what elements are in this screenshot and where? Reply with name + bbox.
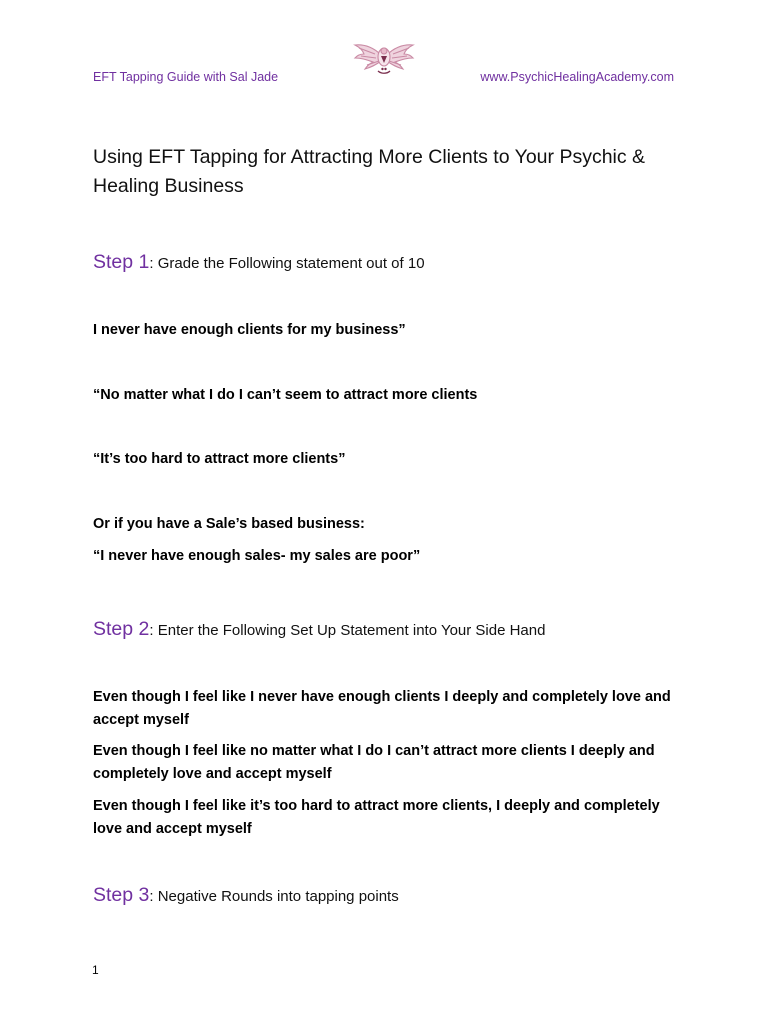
step-3-text: : Negative Rounds into tapping points: [149, 888, 399, 905]
step-3-heading: [93, 884, 399, 907]
step-2-setup-statement: Even though I feel like no matter what I do I can’t attract more clients I deeply and completely love and accept myself: [93, 743, 655, 782]
header-guide-title: EFT Tapping Guide with Sal Jade: [93, 70, 279, 84]
winged-emblem-logo-icon: [349, 36, 419, 76]
step-1-statement: “No matter what I do I can’t seem to attract more clients: [93, 387, 478, 403]
step-2-setup-statement: Even though I feel like I never have enough clients I deeply and completely love and accept myself: [93, 689, 671, 728]
step-2-label: Step 2: [93, 618, 150, 640]
header-website-url: www.PsychicHealingAcademy.com: [480, 70, 674, 84]
page-title: Using EFT Tapping for Attracting More Clients to Your Psychic & Healing Business: [93, 146, 646, 197]
step-2-setup-statement: Even though I feel like it’s too hard to attract more clients, I deeply and completely love and accept myself: [93, 798, 660, 837]
step-1-sales-intro: Or if you have a Sale’s based business:: [93, 516, 365, 532]
step-1-statement: “It’s too hard to attract more clients”: [93, 451, 346, 467]
page-number: 1: [92, 963, 99, 977]
step-3-label: Step 3: [93, 884, 150, 906]
step-1-label: Step 1: [93, 251, 150, 273]
step-1-statement: “I never have enough sales- my sales are poor”: [93, 548, 421, 564]
step-2-text: : Enter the Following Set Up Statement into Your Side Hand: [149, 622, 546, 639]
step-1-statement: I never have enough clients for my business”: [93, 322, 406, 338]
step-2-heading: [93, 618, 545, 641]
step-1-text: : Grade the Following statement out of 10: [149, 255, 425, 272]
step-1-heading: [93, 251, 425, 274]
